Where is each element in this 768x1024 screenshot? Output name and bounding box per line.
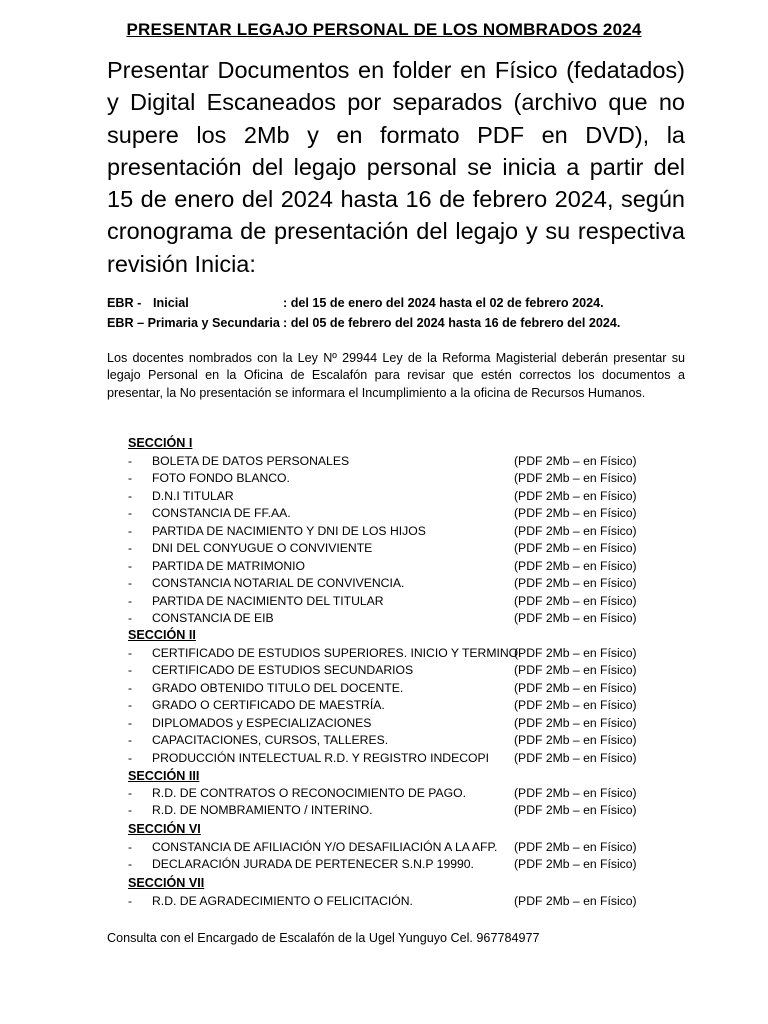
- document-item: [128, 894, 688, 911]
- document-item: [128, 786, 688, 803]
- item-name: PARTIDA DE NACIMIENTO Y DNI DE LOS HIJOS: [152, 523, 426, 538]
- document-item: [128, 751, 688, 768]
- item-name: R.D. DE AGRADECIMIENTO O FELICITACIÓN.: [152, 894, 413, 908]
- item-bullet: -: [128, 611, 133, 626]
- schedule-dates: : del 05 de febrero del 2024 hasta 16 de febrero del 2024.: [283, 316, 621, 330]
- item-format: (PDF 2Mb – en Físico): [514, 576, 637, 591]
- document-item: [128, 663, 688, 680]
- item-format: (PDF 2Mb – en Físico): [514, 894, 637, 908]
- item-format: (PDF 2Mb – en Físico): [514, 733, 637, 748]
- item-format: (PDF 2Mb – en Físico): [514, 471, 637, 486]
- item-format: (PDF 2Mb – en Físico): [514, 454, 637, 468]
- document-item: [128, 857, 688, 874]
- item-bullet: -: [128, 488, 133, 503]
- item-name: R.D. DE CONTRATOS O RECONOCIMIENTO DE PAGO.: [152, 786, 466, 800]
- item-format: (PDF 2Mb – en Físico): [514, 840, 637, 854]
- item-name: D.N.I TITULAR: [152, 488, 234, 503]
- item-name: DECLARACIÓN JURADA DE PERTENECER S.N.P 19990.: [152, 857, 474, 872]
- section-heading: SECCIÓN II: [128, 628, 196, 642]
- item-format: (PDF 2Mb – en Físico): [514, 558, 637, 573]
- document-item: [128, 576, 688, 593]
- item-format: (PDF 2Mb – en Físico): [514, 488, 637, 503]
- item-name: PARTIDA DE MATRIMONIO: [152, 558, 306, 573]
- item-name: R.D. DE NOMBRAMIENTO / INTERINO.: [152, 803, 373, 818]
- item-bullet: -: [128, 558, 133, 573]
- item-format: (PDF 2Mb – en Físico): [514, 698, 637, 713]
- document-item: [128, 541, 688, 558]
- item-bullet: -: [128, 786, 133, 800]
- item-format: (PDF 2Mb – en Físico): [514, 663, 637, 678]
- item-name: GRADO O CERTIFICADO DE MAESTRÍA.: [152, 698, 385, 713]
- document-title: PRESENTAR LEGAJO PERSONAL DE LOS NOMBRADOS 2024: [126, 20, 642, 39]
- item-bullet: -: [128, 894, 133, 908]
- item-name: CERTIFICADO DE ESTUDIOS SECUNDARIOS: [152, 663, 414, 678]
- item-format: (PDF 2Mb – en Físico): [514, 541, 637, 556]
- item-bullet: -: [128, 803, 133, 818]
- section-heading: SECCIÓN I: [128, 436, 193, 450]
- item-format: (PDF 2Mb – en Físico): [514, 611, 637, 626]
- item-bullet: -: [128, 646, 133, 660]
- item-bullet: -: [128, 454, 133, 468]
- item-bullet: -: [128, 593, 133, 608]
- schedule-prefix: EBR -: [107, 296, 142, 310]
- document-item: [128, 559, 688, 576]
- item-name: PRODUCCIÓN INTELECTUAL R.D. Y REGISTRO INDECOPI: [152, 750, 490, 765]
- item-name: GRADO OBTENIDO TITULO DEL DOCENTE.: [152, 680, 404, 695]
- document-item: [128, 506, 688, 523]
- item-bullet: -: [128, 715, 133, 730]
- item-bullet: -: [128, 541, 133, 556]
- item-bullet: -: [128, 680, 133, 695]
- section-heading: SECCIÓN VII: [128, 876, 205, 890]
- item-bullet: -: [128, 576, 133, 591]
- item-bullet: -: [128, 750, 133, 765]
- section-heading: SECCIÓN VI: [128, 822, 201, 836]
- item-bullet: -: [128, 857, 133, 872]
- document-item: [128, 594, 688, 611]
- document-item: [128, 733, 688, 750]
- document-item: [128, 489, 688, 506]
- item-format: (PDF 2Mb – en Físico): [514, 715, 637, 730]
- schedule-prefix: EBR – Primaria y Secundaria: [107, 316, 280, 330]
- intro-paragraph: Presentar Documentos en folder en Físico (fedatados) y Digital Escaneados por separados (archivo que no supere los 2Mb y en formato PDF en DVD), la presentación del legajo personal se inicia a partir del 15 de enero del 2024 hasta 16 de febrero 2024, según cronograma de presentación del legajo y su respectiva revisión Inicia:: [107, 57, 685, 277]
- document-item: [128, 716, 688, 733]
- document-item: [128, 698, 688, 715]
- document-item: [128, 471, 688, 488]
- item-name: CONSTANCIA DE EIB: [152, 611, 274, 626]
- item-format: (PDF 2Mb – en Físico): [514, 803, 637, 818]
- item-name: BOLETA DE DATOS PERSONALES: [152, 454, 350, 468]
- item-format: (PDF 2Mb – en Físico): [514, 750, 637, 765]
- item-name: PARTIDA DE NACIMIENTO DEL TITULAR: [152, 593, 384, 608]
- item-format: (PDF 2Mb – en Físico): [514, 646, 637, 660]
- item-bullet: -: [128, 840, 133, 854]
- item-name: CONSTANCIA DE FF.AA.: [152, 506, 291, 521]
- item-bullet: -: [128, 523, 133, 538]
- item-format: (PDF 2Mb – en Físico): [514, 857, 637, 872]
- item-name: CERTIFICADO DE ESTUDIOS SUPERIORES. INICIO Y TERMINO.: [152, 646, 522, 660]
- item-format: (PDF 2Mb – en Físico): [514, 506, 637, 521]
- item-bullet: -: [128, 733, 133, 748]
- document-item: [128, 611, 688, 628]
- requirements-paragraph: Los docentes nombrados con la Ley Nº 29944 Ley de la Reforma Magisterial deberán presentar su legajo Personal en la Oficina de Escalafón para revisar que estén correctos los documentos a presentar, la No presentación se informara el Incumplimiento a la oficina de Recursos Humanos.: [107, 351, 685, 400]
- item-name: DNI DEL CONYUGUE O CONVIVIENTE: [152, 541, 373, 556]
- schedule-dates: : del 15 de enero del 2024 hasta el 02 de febrero 2024.: [283, 296, 604, 310]
- section-heading: SECCIÓN III: [128, 769, 200, 783]
- item-format: (PDF 2Mb – en Físico): [514, 523, 637, 538]
- document-item: [128, 454, 688, 471]
- item-name: DIPLOMADOS y ESPECIALIZACIONES: [152, 715, 372, 730]
- item-name: CAPACITACIONES, CURSOS, TALLERES.: [152, 733, 389, 748]
- item-format: (PDF 2Mb – en Físico): [514, 593, 637, 608]
- document-item: [128, 524, 688, 541]
- document-item: [128, 646, 688, 663]
- document-item: [128, 840, 688, 857]
- item-name: CONSTANCIA DE AFILIACIÓN Y/O DESAFILIACIÓN A LA AFP.: [152, 840, 498, 854]
- item-format: (PDF 2Mb – en Físico): [514, 786, 637, 800]
- document-item: [128, 681, 688, 698]
- item-bullet: -: [128, 471, 133, 486]
- schedule-level: Inicial: [153, 296, 189, 310]
- item-bullet: -: [128, 663, 133, 678]
- item-bullet: -: [128, 506, 133, 521]
- item-name: CONSTANCIA NOTARIAL DE CONVIVENCIA.: [152, 576, 405, 591]
- document-item: [128, 803, 688, 820]
- item-name: FOTO FONDO BLANCO.: [152, 471, 290, 486]
- contact-footer: Consulta con el Encargado de Escalafón de la Ugel Yunguyo Cel. 967784977: [107, 931, 540, 945]
- item-bullet: -: [128, 698, 133, 713]
- item-format: (PDF 2Mb – en Físico): [514, 680, 637, 695]
